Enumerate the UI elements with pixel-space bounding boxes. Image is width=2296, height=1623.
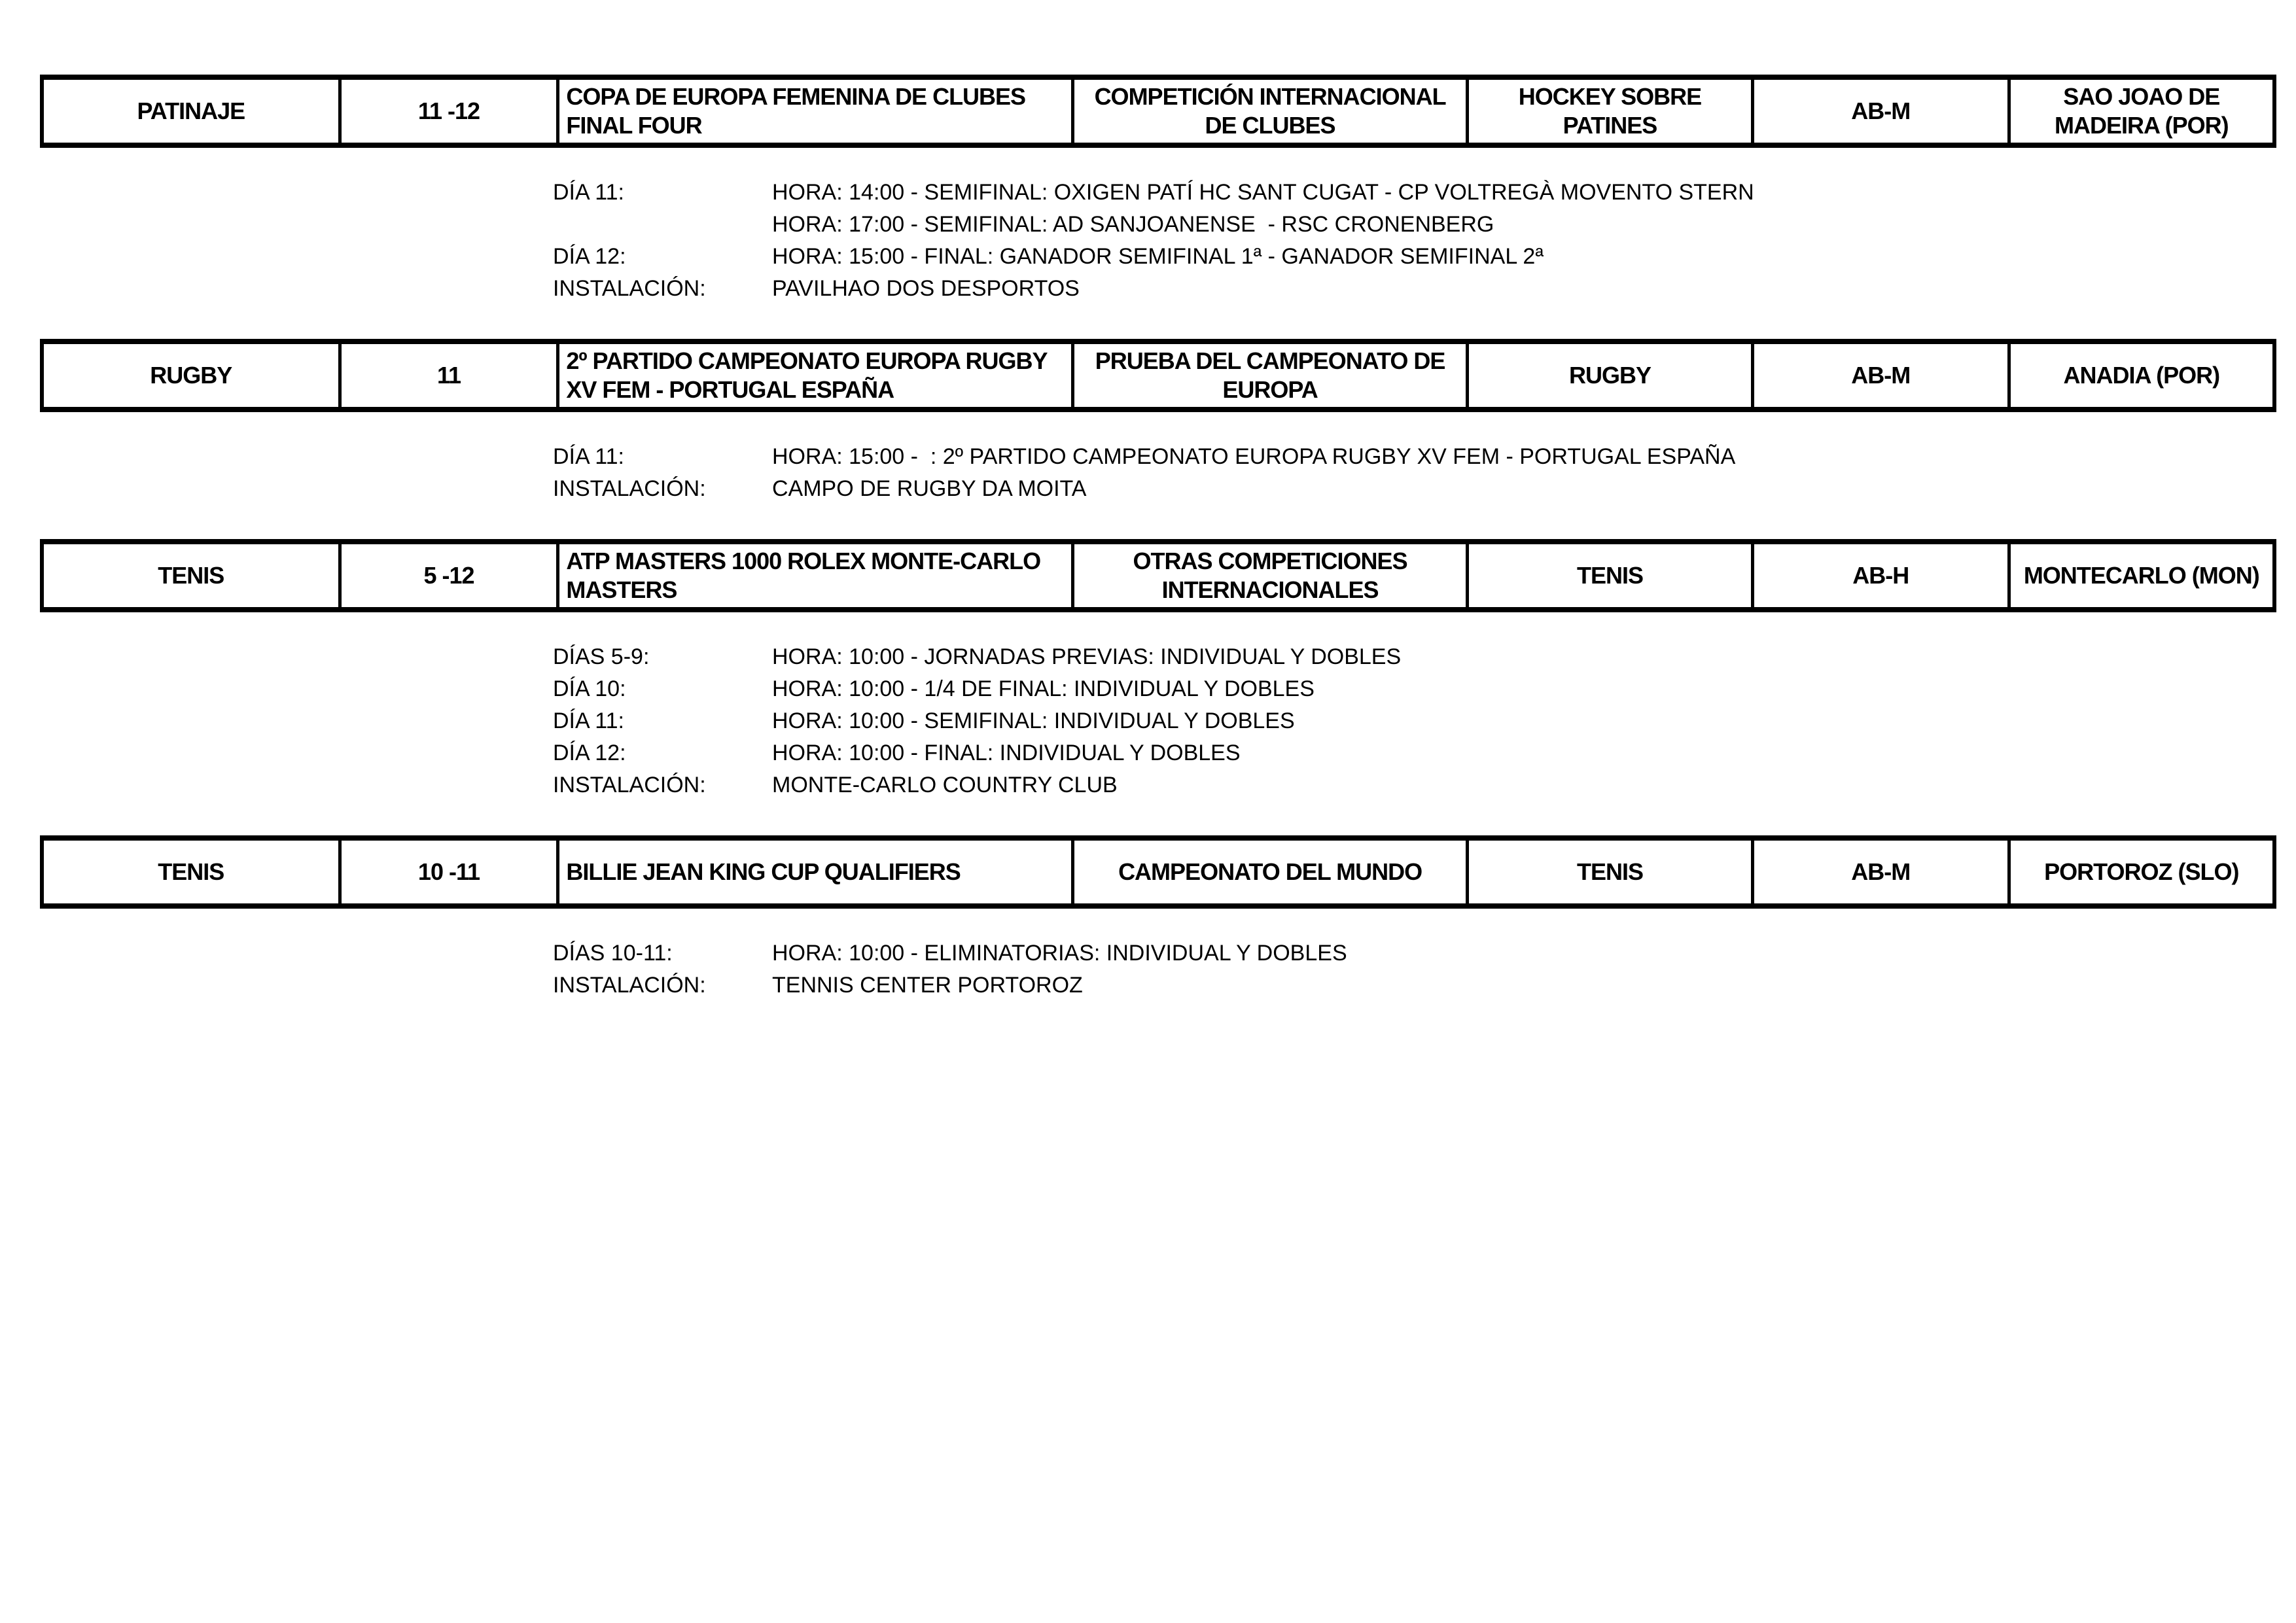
schedule-day-label: INSTALACIÓN: [553,973,706,998]
sport-cell: TENIS [158,562,224,589]
schedule-day-label: DÍA 12: [553,741,626,765]
competition-type-cell: COMPETICIÓN INTERNACIONAL DE CLUBES [1071,80,1466,143]
schedule-day-label: DÍA 10: [553,676,626,701]
event-name-cell: COPA DE EUROPA FEMENINA DE CLUBES FINAL FOUR [556,80,1071,143]
discipline-cell: HOCKEY SOBRE PATINES [1466,80,1751,143]
schedule-line [553,241,2296,273]
schedule-value: HORA: 15:00 - FINAL: GANADOR SEMIFINAL 1ª - GANADOR SEMIFINAL 2ª [772,244,1544,269]
event-block [40,835,2296,1002]
category-cell: AB-H [1751,544,2007,607]
event-details [553,937,2296,1002]
schedule-value: HORA: 10:00 - JORNADAS PREVIAS: INDIVIDUAL Y DOBLES [772,644,1402,669]
competition-type-cell: OTRAS COMPETICIONES INTERNACIONALES [1071,544,1466,607]
schedule-day-label: DÍA 12: [553,244,626,269]
schedule-value: TENNIS CENTER PORTOROZ [772,973,1083,998]
sport-cell: RUGBY [150,362,232,389]
category-cell: AB-M [1751,344,2007,407]
schedule-value: HORA: 10:00 - SEMIFINAL: INDIVIDUAL Y DOBLES [772,708,1295,733]
discipline-cell: TENIS [1466,544,1751,607]
schedule-line [553,705,2296,737]
schedule-line [553,473,2296,505]
sport-cell: PATINAJE [137,97,245,124]
schedule-value: HORA: 10:00 - ELIMINATORIAS: INDIVIDUAL Y DOBLES [772,941,1347,966]
dates-cell: 10 -11 [338,841,557,903]
schedule-line [553,273,2296,305]
category-cell: AB-M [1751,841,2007,903]
category-cell: AB-M [1751,80,2007,143]
schedule-line [553,769,2296,801]
schedule-value: HORA: 10:00 - 1/4 DE FINAL: INDIVIDUAL Y DOBLES [772,676,1315,701]
schedule-line [553,737,2296,769]
schedule-day-label: INSTALACIÓN: [553,276,706,301]
schedule-value: PAVILHAO DOS DESPORTOS [772,276,1080,301]
sport-cell: TENIS [158,858,224,885]
competition-type-cell: PRUEBA DEL CAMPEONATO DE EUROPA [1071,344,1466,407]
schedule-value: HORA: 10:00 - FINAL: INDIVIDUAL Y DOBLES [772,741,1241,765]
competition-type-cell: CAMPEONATO DEL MUNDO [1071,841,1466,903]
location-cell: PORTOROZ (SLO) [2007,841,2272,903]
schedule-day-label: DÍAS 5-9: [553,644,650,669]
event-header-row [40,339,2276,412]
schedule-day-label: DÍA 11: [553,444,624,469]
location-cell: SAO JOAO DE MADEIRA (POR) [2007,80,2272,143]
schedule-value: HORA: 17:00 - SEMIFINAL: AD SANJOANENSE - RSC CRONENBERG [772,212,1494,237]
event-details [553,441,2296,505]
schedule-line [553,641,2296,673]
schedule-line [553,969,2296,1002]
schedule-day-label: INSTALACIÓN: [553,476,706,501]
location-cell: MONTECARLO (MON) [2007,544,2272,607]
schedule-value: HORA: 14:00 - SEMIFINAL: OXIGEN PATÍ HC SANT CUGAT - CP VOLTREGÀ MOVENTO STERN [772,180,1754,205]
schedule-line [553,441,2296,473]
schedule-day-label: INSTALACIÓN: [553,773,706,797]
discipline-cell: TENIS [1466,841,1751,903]
schedule-day-label [553,209,772,241]
event-header-row [40,835,2276,909]
dates-cell: 11 [338,344,557,407]
schedule-line [553,937,2296,969]
schedule-value: HORA: 15:00 - : 2º PARTIDO CAMPEONATO EUROPA RUGBY XV FEM - PORTUGAL ESPAÑA [772,444,1736,469]
schedule-line [553,209,2296,241]
event-header-row [40,539,2276,612]
event-header-row [40,75,2276,148]
schedule-day-label: DÍA 11: [553,708,624,733]
dates-cell: 5 -12 [338,544,557,607]
schedule-value: CAMPO DE RUGBY DA MOITA [772,476,1087,501]
schedule-value: MONTE-CARLO COUNTRY CLUB [772,773,1118,797]
dates-cell: 11 -12 [338,80,557,143]
event-block [40,75,2296,305]
event-details [553,177,2296,305]
schedule-day-label: DÍAS 10-11: [553,941,673,966]
event-name-cell: ATP MASTERS 1000 ROLEX MONTE-CARLO MASTERS [556,544,1071,607]
event-details [553,641,2296,801]
event-block [40,539,2296,801]
discipline-cell: RUGBY [1466,344,1751,407]
location-cell: ANADIA (POR) [2007,344,2272,407]
schedule-day-label: DÍA 11: [553,180,624,205]
event-name-cell: BILLIE JEAN KING CUP QUALIFIERS [556,841,1071,903]
event-name-cell: 2º PARTIDO CAMPEONATO EUROPA RUGBY XV FEM - PORTUGAL ESPAÑA [556,344,1071,407]
schedule-line [553,177,2296,209]
event-block [40,339,2296,505]
schedule-line [553,673,2296,705]
